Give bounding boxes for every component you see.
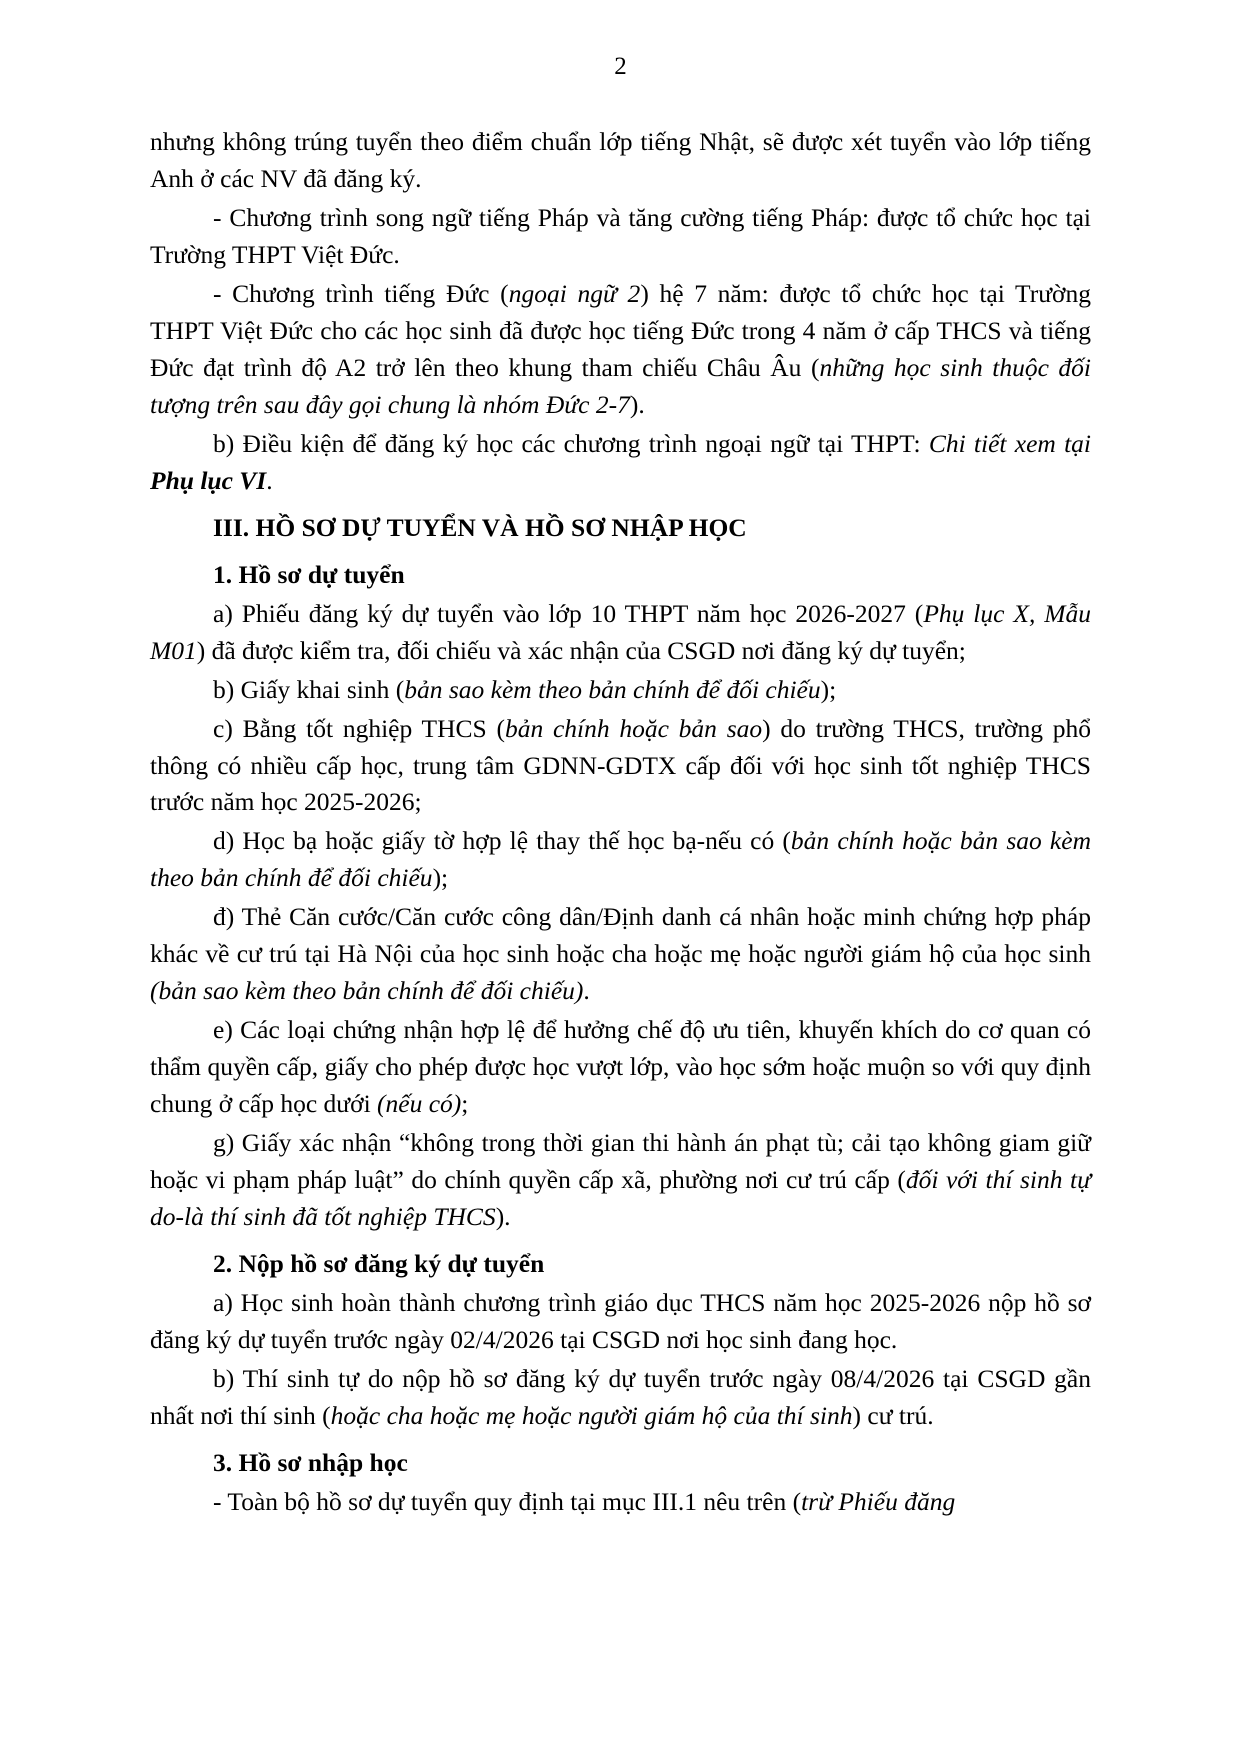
text-part: ).: [495, 1202, 511, 1232]
paragraph-submit-a: [150, 1285, 1091, 1359]
paragraph-submit-b: [150, 1361, 1091, 1435]
heading-subsection-2: 2. Nộp hồ sơ đăng ký dự tuyển: [213, 1249, 545, 1279]
text-part: .: [583, 976, 590, 1006]
text-part: e) Các loại chứng nhận hợp lệ để hưởng chế độ ưu tiên, khuyến khích do cơ quan có thẩm quyền cấp, giấy cho phép được học vượt lớp, vào học sớm hoặc muộn so với quy định chung ở cấp học dưới: [150, 1015, 1091, 1119]
text-part: ;: [461, 1089, 469, 1119]
text-italic: trừ Phiếu đăng: [801, 1486, 956, 1516]
text-italic: đối với thí sinh tự do-là thí sinh đã tốt nghiệp THCS: [150, 1165, 1091, 1232]
text-part: ).: [629, 389, 645, 419]
paragraph-item-e: [150, 1012, 1091, 1123]
text-part: g) Giấy xác nhận “không trong thời gian thi hành án phạt tù; cải tạo không giam giữ hoặc vi phạm pháp luật” do chính quyền cấp xã, phường nơi cư trú cấp (: [150, 1128, 1091, 1195]
paragraph-enrollment-dossier: [150, 1484, 1091, 1521]
text-part: .: [266, 465, 273, 495]
text-bold-italic: Phụ lục VI: [150, 465, 267, 495]
text-part: c) Bằng tốt nghiệp THCS (: [213, 713, 505, 743]
text-part: ) do trường THCS, trường phổ thông có nhiều cấp học, trung tâm GDNN-GDTX cấp đối với học sinh tốt nghiệp THCS trước năm học 2025-2026;: [150, 713, 1091, 817]
text-part: b) Điều kiện để đăng ký học các chương trình ngoại ngữ tại THPT:: [213, 428, 929, 458]
text-italic: Phụ lục X, Mẫu M01: [150, 598, 1091, 665]
paragraph-german-program: [150, 276, 1091, 424]
paragraph-text: - Chương trình song ngữ tiếng Pháp và tăng cường tiếng Pháp: được tổ chức học tại Trường THPT Việt Đức.: [150, 202, 1091, 269]
paragraph-text: a) Học sinh hoàn thành chương trình giáo dục THCS năm học 2025-2026 nộp hồ sơ đăng ký dự tuyển trước ngày 02/4/2026 tại CSGD nơi học sinh đang học.: [150, 1288, 1091, 1355]
paragraph-item-g: [150, 1125, 1091, 1236]
text-part: ) đã được kiểm tra, đối chiếu và xác nhận của CSGD nơi đăng ký dự tuyển;: [196, 635, 966, 665]
paragraph-conditions: [150, 426, 1091, 500]
heading-subsection-1: 1. Hồ sơ dự tuyển: [213, 559, 405, 589]
paragraph-french-program: [150, 200, 1091, 274]
heading-subsection-3: 3. Hồ sơ nhập học: [213, 1447, 408, 1477]
paragraph-item-dd: [150, 899, 1091, 1010]
text-part: - Toàn bộ hồ sơ dự tuyển quy định tại mục III.1 nêu trên (: [213, 1486, 802, 1516]
text-italic: (bản sao kèm theo bản chính để đối chiếu): [150, 976, 584, 1006]
text-part: - Chương trình tiếng Đức (: [213, 278, 509, 308]
text-italic: những học sinh thuộc đối tượng trên sau đây gọi chung là nhóm Đức 2-7: [150, 352, 1091, 419]
text-part: );: [820, 674, 837, 704]
text-part: b) Thí sinh tự do nộp hồ sơ đăng ký dự tuyển trước ngày 08/4/2026 tại CSGD gần nhất nơi thí sinh (: [150, 1364, 1091, 1430]
text-part: d) Học bạ hoặc giấy tờ hợp lệ thay thế học bạ-nếu có (: [213, 826, 791, 856]
text-part: b) Giấy khai sinh (: [213, 674, 405, 704]
text-part: a) Phiếu đăng ký dự tuyển vào lớp 10 THPT năm học 2026-2027 (: [213, 598, 924, 628]
text-part: );: [432, 863, 449, 893]
page-number: 2: [614, 53, 627, 80]
text-italic: hoặc cha hoặc mẹ hoặc người giám hộ của thí sinh: [330, 1400, 853, 1430]
text-italic: ngoại ngữ 2: [508, 278, 641, 308]
paragraph-item-a: [150, 596, 1091, 670]
text-italic: bản chính hoặc bản sao kèm theo bản chính để đối chiếu: [150, 826, 1091, 893]
paragraph-text: nhưng không trúng tuyển theo điểm chuẩn lớp tiếng Nhật, sẽ được xét tuyển vào lớp tiếng Anh ở các NV đã đăng ký.: [150, 127, 1091, 193]
paragraph-item-d: [150, 823, 1091, 897]
text-italic: (nếu có): [377, 1089, 462, 1119]
text-italic: bản sao kèm theo bản chính để đối chiếu: [404, 674, 821, 704]
paragraph-item-b: [150, 672, 1091, 709]
text-italic: Chi tiết xem tại: [928, 428, 1091, 458]
text-italic: bản chính hoặc bản sao: [504, 713, 763, 743]
paragraph-item-c: [150, 711, 1091, 822]
paragraph-continuation: [150, 124, 1091, 198]
text-part: đ) Thẻ Căn cước/Căn cước công dân/Định danh cá nhân hoặc minh chứng hợp pháp khác về cư trú tại Hà Nội của học sinh hoặc cha hoặc mẹ hoặc người giám hộ của học sinh: [150, 902, 1091, 969]
text-part: ) hệ 7 năm: được tổ chức học tại Trường THPT Việt Đức cho các học sinh đã được học tiếng Đức trong 4 năm ở cấp THCS và tiếng Đức đạt trình độ A2 trở lên theo khung tham chiếu Châu Âu (: [150, 278, 1092, 382]
text-part: ) cư trú.: [852, 1400, 934, 1430]
heading-section-iii: III. HỒ SƠ DỰ TUYỂN VÀ HỒ SƠ NHẬP HỌC: [213, 512, 747, 542]
